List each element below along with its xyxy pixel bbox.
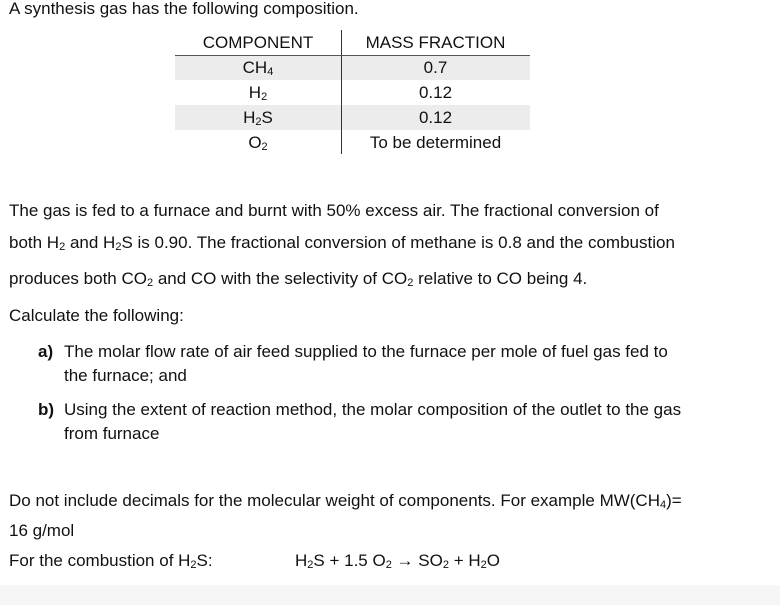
- calculate-heading: Calculate the following:: [9, 306, 184, 325]
- item-label: a): [38, 342, 54, 361]
- column-divider: [341, 30, 342, 154]
- intro-text: A synthesis gas has the following composition.: [9, 0, 359, 18]
- header-mass-fraction: MASS FRACTION: [365, 33, 506, 52]
- fraction-cell: 0.12: [418, 108, 453, 127]
- component-cell: $H_2S$: [243, 108, 273, 128]
- fraction-cell: To be determined: [369, 133, 502, 152]
- component-cell: $O_2$: [248, 133, 268, 153]
- table-row: [175, 105, 530, 130]
- item-text: The molar flow rate of air feed supplied to the furnace per mole of fuel gas fed to the furnace; and: [64, 342, 668, 385]
- item-text: Using the extent of reaction method, the molar composition of the outlet to the gas from furnace: [64, 400, 682, 443]
- table-row: [175, 55, 530, 80]
- table-header-row: [175, 30, 530, 55]
- combustion-label: For the combustion of $H_2S$:: [9, 551, 213, 571]
- fraction-cell: 0.7: [423, 58, 448, 77]
- combustion-equation: $H_2S + 1.5$ $O_2 \to SO_2 + H_2O$: [295, 551, 500, 571]
- component-cell: $H_2$: [248, 83, 268, 103]
- header-component: COMPONENT: [202, 33, 314, 52]
- problem-paragraph: [9, 195, 675, 299]
- molecular-weight-note: Do not include decimals for the molecular weight of components. For example $MW(CH_4)=$ 16 g/mol: [9, 491, 682, 540]
- table-row: [175, 80, 530, 105]
- paragraph-line: both $H_2$ and $H_2S$ is 0.90. The fractional conversion of methane is 0.8 and the combustion: [9, 233, 675, 253]
- component-cell: $CH_4$: [242, 58, 274, 78]
- bottom-bar: [0, 585, 780, 605]
- paragraph-line: The gas is fed to a furnace and burnt with 50% excess air. The fractional conversion of: [9, 201, 659, 220]
- paragraph-line: produces both $CO_2$ and CO with the selectivity of $CO_2$ relative to CO being 4.: [9, 269, 588, 289]
- table-row: [175, 130, 530, 155]
- fraction-cell: 0.12: [418, 83, 453, 102]
- header-divider: [175, 55, 530, 56]
- composition-table: [175, 30, 530, 155]
- item-label: b): [38, 400, 55, 419]
